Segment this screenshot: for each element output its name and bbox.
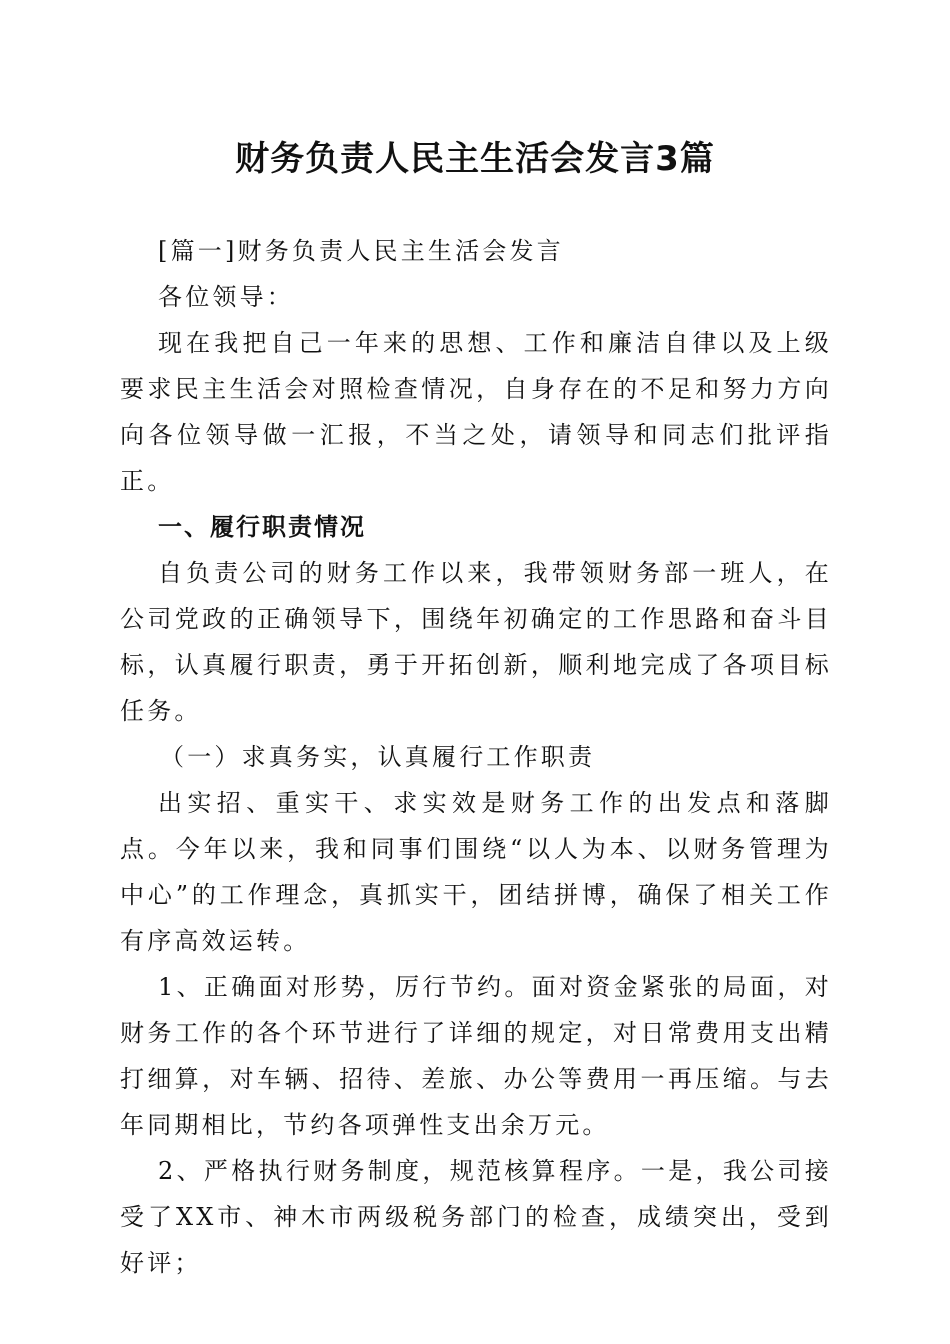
salutation: 各位领导： — [158, 283, 294, 311]
duty-paragraph: 自负责公司的财务工作以来，我带领财务部一班人，在公司党政的正确领导下，围绕年初确定的工作思路和奋斗目标，认真履行职责，勇于开拓创新，顺利地完成了各项目标任务。 — [120, 559, 832, 725]
intro-paragraph: 现在我把自己一年来的思想、工作和廉洁自律以及上级要求民主生活会对照检查情况，自身存在的不足和努力方向向各位领导做一汇报，不当之处，请领导和同志们批评指正。 — [120, 329, 832, 495]
item-1-paragraph: 1、正确面对形势，厉行节约。面对资金紧张的局面，对财务工作的各个环节进行了详细的规定，对日常费用支出精打细算，对车辆、招待、差旅、办公等费用一再压缩。与去年同期相比，节约各项弹性支出余万元。 — [120, 973, 832, 1139]
section-heading-pian-yi: [篇一]财务负责人民主生活会发言 — [158, 237, 564, 265]
document-title: 财务负责人民主生活会发言3篇 — [235, 139, 715, 179]
pragmatic-paragraph: 出实招、重实干、求实效是财务工作的出发点和落脚点。今年以来，我和同事们围绕“以人为本、以财务管理为中心”的工作理念，真抓实干，团结拼博，确保了相关工作有序高效运转。 — [120, 789, 832, 955]
document-body — [120, 228, 832, 1286]
subheading-pragmatic: （一）求真务实，认真履行工作职责 — [160, 743, 596, 771]
heading-duty-performance: 一、履行职责情况 — [158, 513, 366, 541]
item-2-paragraph: 2、严格执行财务制度，规范核算程序。一是，我公司接受了XX市、神木市两级税务部门的检查，成绩突出，受到好评； — [120, 1157, 832, 1277]
